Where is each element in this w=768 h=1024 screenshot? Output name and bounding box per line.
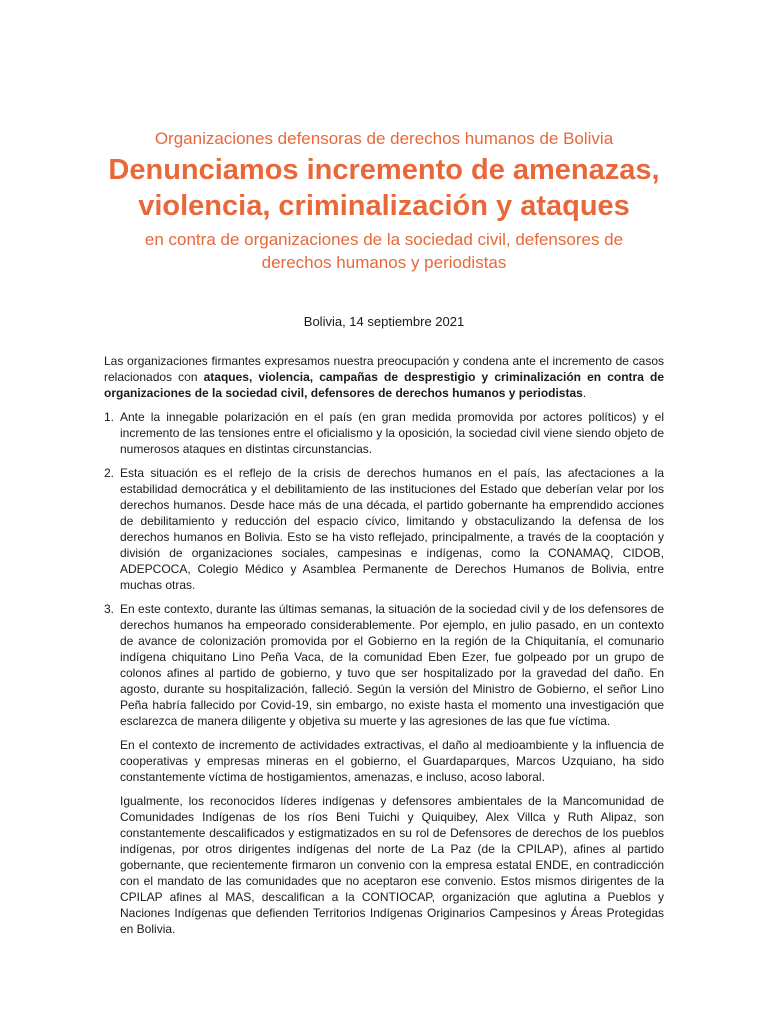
document-subtitle xyxy=(0,228,768,274)
intro-paragraph xyxy=(104,353,664,401)
title-line-1: Denunciamos incremento de amenazas, xyxy=(108,154,660,186)
subtitle-line-2: derechos humanos y periodistas xyxy=(261,253,507,272)
list-item xyxy=(104,465,664,593)
list-item xyxy=(104,601,664,729)
intro-text-before: Las organizaciones firmantes expresamos nuestra preocupación y condena ante el incremento de casos relacionados con xyxy=(104,354,664,384)
list-item-text: Esta situación es el reflejo de la crisis de derechos humanos en el país, las afectaciones a la estabilidad democrática y el debilitamiento de las instituciones del Estado que deberían velar por los derechos humanos. Desde hace más de una década, el partido gobernante ha emprendido acciones de debilitamiento y reducción del espacio cívico, limitando y obstaculizando la defensa de los derechos humanos en Bolivia. Esto se ha visto reflejado, principalmente, a través de la cooptación y división de organizaciones sociales, campesinas e indígenas, como la CONAMAQ, CIDOB, ADEPCOCA, Colegio Médico y Asamblea Permanente de Derechos Humanos de Bolivia, entre muchas otras. xyxy=(120,466,664,592)
subtitle-line-1: en contra de organizaciones de la sociedad civil, defensores de xyxy=(144,230,624,249)
organization-line: Organizaciones defensoras de derechos humanos de Bolivia xyxy=(154,129,614,148)
list-item-number: 1. xyxy=(104,410,115,424)
intro-text-after: . xyxy=(582,386,587,400)
title-line-2: violencia, criminalización y ataques xyxy=(138,190,630,222)
document-date: Bolivia, 14 septiembre 2021 xyxy=(303,314,465,329)
numbered-list xyxy=(104,409,664,729)
document-title xyxy=(0,152,768,224)
list-item xyxy=(104,409,664,457)
body-paragraph: Igualmente, los reconocidos líderes indígenas y defensores ambientales de la Mancomunidad de Comunidades Indígenas de los ríos Beni Tuichi y Quiquibey, Alex Villca y Ruth Alipaz, son constantemente descalificados y estigmatizados en su rol de Defensores de derechos de los pueblos indígenas, por otros dirigentes indígenas del norte de La Paz (de la CPILAP), afines al partido gobernante, que recientemente firmaron un convenio con la empresa estatal ENDE, en contradicción con el mandato de las comunidades que no aceptaron ese convenio. Estos mismos dirigentes de la CPILAP afines al MAS, descalifican a la CONTIOCAP, organización que aglutina a Pueblos y Naciones Indígenas que defienden Territorios Indígenas Originarios Campesinos y Áreas Protegidas en Bolivia. xyxy=(120,794,664,936)
document-body xyxy=(0,353,768,937)
intro-bold-text: ataques, violencia, campañas de desprestigio y criminalización en contra de organizaciones de la sociedad civil, defensores de derechos humanos y periodistas xyxy=(104,370,664,400)
list-item-number: 2. xyxy=(104,466,115,480)
document-header xyxy=(0,128,768,274)
list-item-text: Ante la innegable polarización en el país (en gran medida promovida por actores políticos) y el incremento de las tensiones entre el oficialismo y la oposición, la sociedad civil viene siendo objeto de numerosos ataques en distintas circunstancias. xyxy=(120,410,664,456)
body-paragraph: En el contexto de incremento de actividades extractivas, el daño al medioambiente y la influencia de cooperativas y empresas mineras en el gobierno, el Guardaparques, Marcos Uzquiano, ha sido constantemente víctima de hostigamientos, amenazas, e incluso, acoso laboral. xyxy=(120,738,664,784)
list-item-number: 3. xyxy=(104,602,115,616)
list-item-text: En este contexto, durante las últimas semanas, la situación de la sociedad civil y de los defensores de derechos humanos ha empeorado considerablemente. Por ejemplo, en julio pasado, en un contexto de avance de colonización promovida por el Gobierno en la región de la Chiquitanía, el comunario indígena chiquitano Lino Peña Vaca, de la comunidad Eben Ezer, fue golpeado por un grupo de colonos afines al partido de gobierno, y tuvo que ser hospitalizado por la gravedad del daño. En agosto, durante su hospitalización, falleció. Según la versión del Ministro de Gobierno, el señor Lino Peña habría fallecido por Covid-19, sin embargo, no existe hasta el momento una investigación que esclarezca de manera diligente y objetiva su muerte y las agresiones de las que fue víctima. xyxy=(120,602,664,728)
